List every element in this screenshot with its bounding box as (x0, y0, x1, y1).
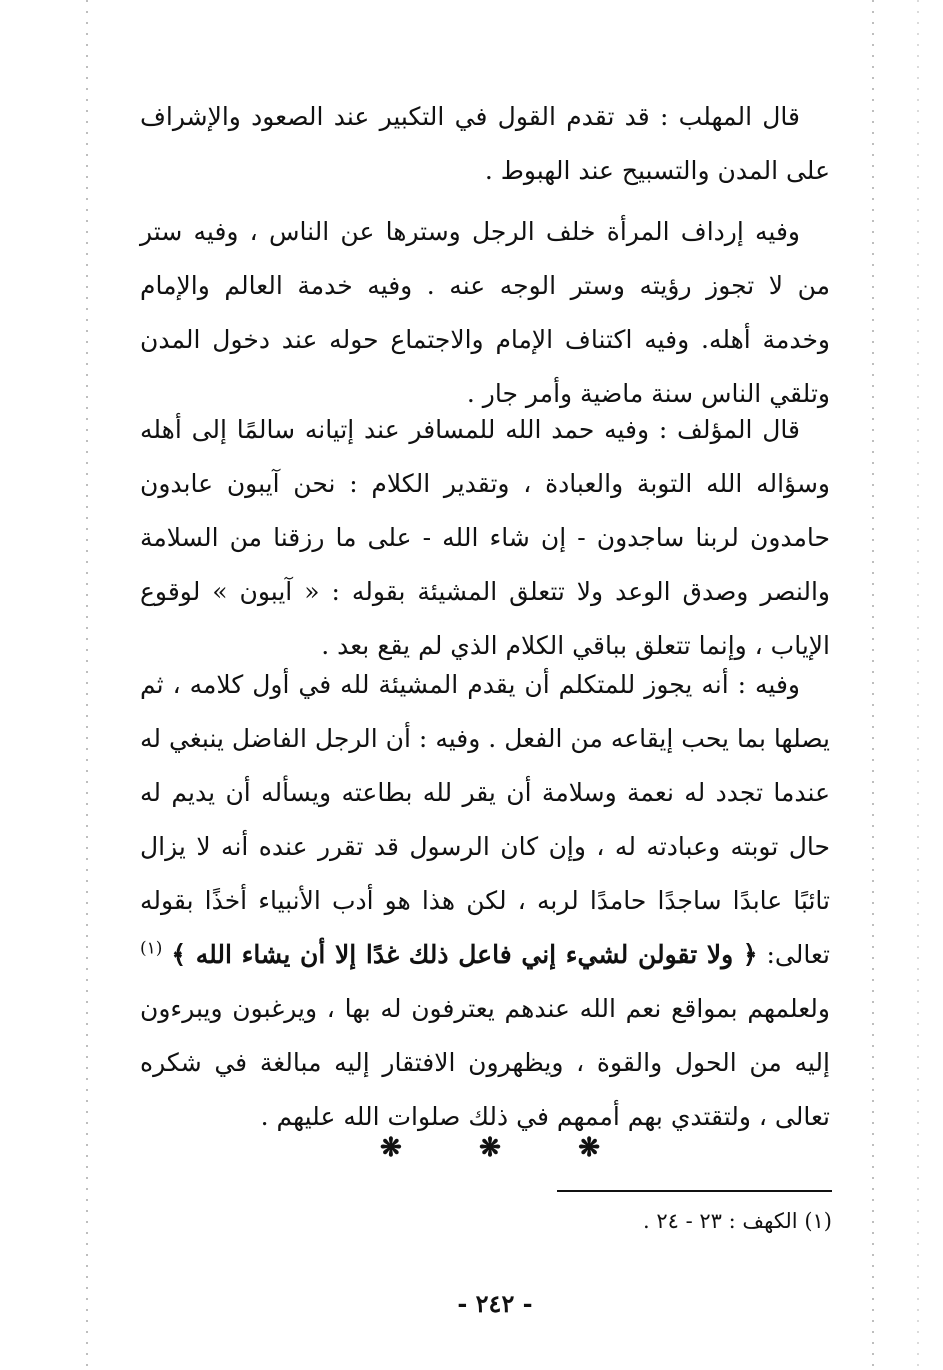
separator-star-icon: ❋ (578, 1133, 600, 1163)
footnote-reference: (١) (140, 938, 163, 959)
page-number: - ٢٤٢ - (457, 1289, 533, 1318)
paragraph-text: قال المهلب : قد تقدم القول في التكبير عند الصعود والإشراف على المدن والتسبيح عند الهبوط . (140, 102, 830, 185)
scan-dotted-line-edge (917, 0, 919, 1370)
paragraph-irdaf (140, 205, 830, 421)
paragraph-text: قال المؤلف : وفيه حمد الله للمسافر عند إتيانه سالمًا إلى أهله وسؤاله الله التوبة والعبادة ، وتقدير الكلام : نحن آيبون عابدون حامدون لربنا ساجدون - إن شاء الله - على ما رزقنا من السلامة والنصر وصدق الوعد ولا تتعلق المشيئة بقوله : « آيبون » لوقوع الإياب ، وإنما تتعلق بباقي الكلام الذي لم يقع بعد . (140, 415, 830, 660)
paragraph-mashiah (140, 658, 830, 1144)
paragraph-author (140, 403, 830, 673)
scan-dotted-line-left (86, 0, 88, 1370)
quran-verse: ﴿ ولا تقولن لشيء إني فاعل ذلك غدًا إلا أن يشاء الله ﴾ (171, 940, 758, 969)
scan-dotted-line-right (872, 0, 874, 1370)
section-separator (380, 1128, 600, 1168)
separator-star-icon: ❋ (479, 1133, 501, 1163)
footnote: (١) الكهف : ٢٣ - ٢٤ . (643, 1209, 832, 1233)
paragraph-text-part1: وفيه : أنه يجوز للمتكلم أن يقدم المشيئة لله في أول كلامه ، ثم يصلها بما يحب إيقاعه من الفعل . وفيه : أن الرجل الفاضل ينبغي له عندما تجدد له نعمة وسلامة أن يقر لله بطاعته ويسأله أن يديم له حال توبته وعبادته له ، وإن كان الرسول قد تقرر عنده أنه لا يزال تائبًا عابدًا ساجدًا حامدًا لربه ، لكن هذا هو أدب الأنبياء أخذًا بقوله تعالى: (140, 670, 831, 969)
paragraph-text-part2: ولعلمهم بمواقع نعم الله عندهم يعترفون له بها ، ويرغبون ويبرءون إليه من الحول والقوة ، ويظهرون الافتقار إليه مبالغة في شكره تعالى ، ولتقتدي بهم أممهم في ذلك صلوات الله عليهم . (140, 994, 830, 1131)
paragraph-text (140, 658, 830, 1144)
separator-star-icon: ❋ (380, 1133, 402, 1163)
footnote-divider (557, 1190, 832, 1192)
paragraph-muhallab (140, 90, 830, 198)
paragraph-text: وفيه إرداف المرأة خلف الرجل وسترها عن الناس ، وفيه ستر من لا تجوز رؤيته وستر الوجه عنه . وفيه خدمة العالم والإمام وخدمة أهله. وفيه اكتناف الإمام والاجتماع حوله عند دخول المدن وتلقي الناس سنة ماضية وأمر جار . (140, 217, 830, 408)
